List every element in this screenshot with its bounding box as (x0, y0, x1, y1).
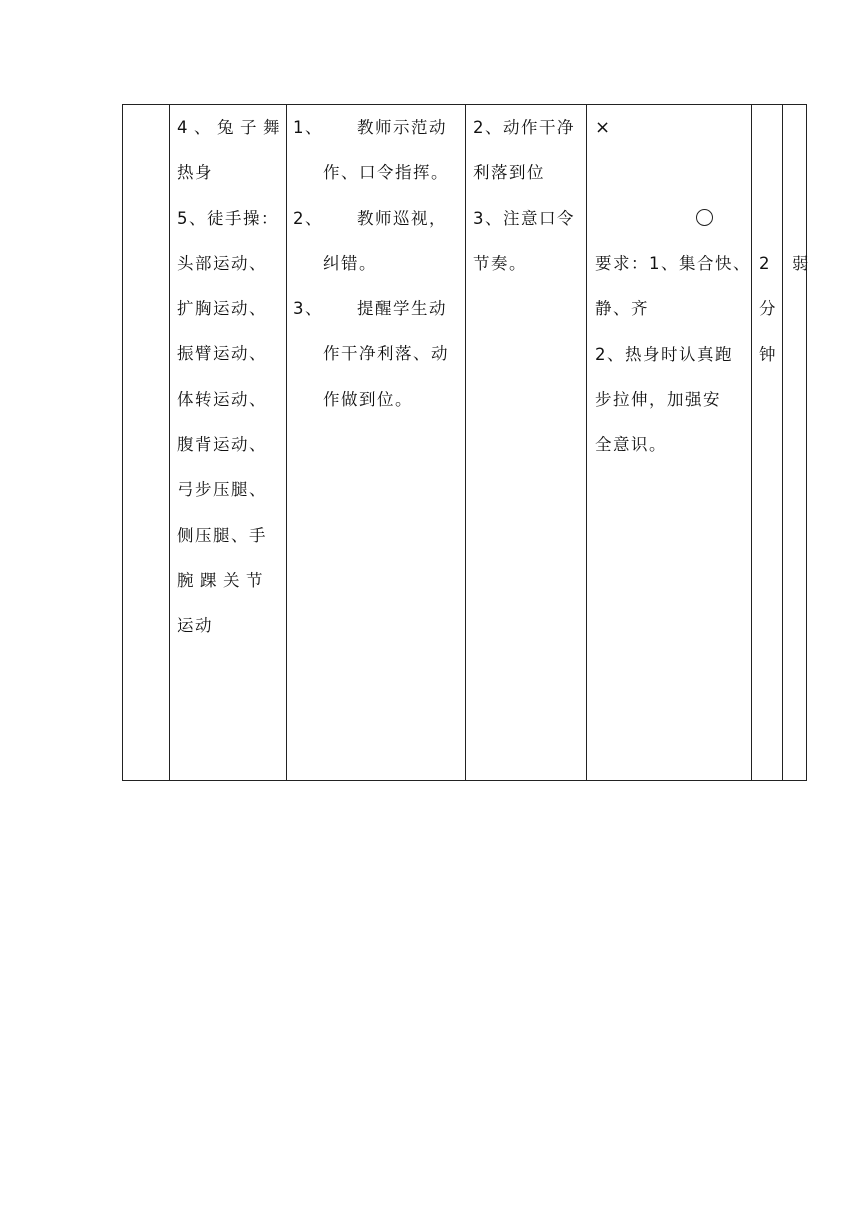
column-border-7 (806, 104, 807, 781)
content-line: 体转运动、 (177, 389, 267, 409)
content-line: 侧压腿、手 (177, 525, 267, 545)
student-line: 节奏。 (473, 253, 527, 273)
content-line: 振臂运动、 (177, 344, 267, 364)
teacher-line: 作做到位。 (323, 389, 413, 409)
time-line: 分 (759, 299, 777, 319)
content-line: 运动 (177, 616, 213, 636)
time-line: 2 (759, 254, 771, 273)
teacher-line: 作干净利落、动 (323, 344, 449, 364)
column-border-5 (751, 104, 752, 781)
item-number: 1、 (293, 118, 323, 137)
time-cell (759, 241, 777, 377)
organization-cell (595, 241, 751, 467)
intensity-cell (783, 241, 809, 286)
column-border-4 (586, 104, 587, 781)
content-line: 热身 (177, 163, 213, 183)
item-number: 3、 (293, 299, 323, 319)
column-border-0 (122, 104, 123, 781)
intensity-text: 弱 (792, 254, 809, 273)
student-line: 2、动作干净 (473, 118, 575, 137)
time-line: 钟 (759, 344, 777, 364)
content-line: 弓步压腿、 (177, 480, 267, 500)
teacher-text: 教师巡视， (357, 208, 447, 228)
content-line: 腹背运动、 (177, 435, 267, 455)
content-line: 扩胸运动、 (177, 299, 267, 319)
circle-symbol (696, 209, 713, 226)
content-line: 头部运动、 (177, 253, 267, 273)
teacher-text: 教师示范动 (357, 118, 447, 137)
column-border-6 (782, 104, 783, 781)
teacher-line: 纠错。 (323, 253, 377, 273)
teacher-cell (293, 105, 449, 422)
student-line: 3、注意口令 (473, 208, 575, 228)
teacher-line: 作、口令指挥。 (323, 163, 449, 183)
teacher-line (293, 105, 449, 150)
content-line: 腕踝关节 (177, 570, 269, 590)
teacher-line (293, 196, 449, 241)
item-number: 2、 (293, 208, 323, 228)
org-line: 步拉伸，加强安 (595, 389, 721, 409)
teacher-text: 提醒学生动 (357, 299, 447, 319)
column-border-1 (169, 104, 170, 781)
content-cell (177, 105, 286, 649)
content-line: 4、兔子舞 (177, 118, 286, 137)
org-line: 静、齐 (595, 299, 649, 319)
cross-symbol: × (595, 117, 611, 138)
student-line: 利落到位 (473, 163, 545, 183)
column-border-2 (286, 104, 287, 781)
org-line: 要求：1、集合快、 (595, 254, 751, 273)
org-line: 2、热身时认真跑 (595, 344, 733, 364)
teacher-line (293, 286, 449, 331)
content-line: 5、徒手操： (177, 208, 279, 228)
column-border-3 (465, 104, 466, 781)
org-line: 全意识。 (595, 435, 667, 455)
student-cell (473, 105, 575, 286)
